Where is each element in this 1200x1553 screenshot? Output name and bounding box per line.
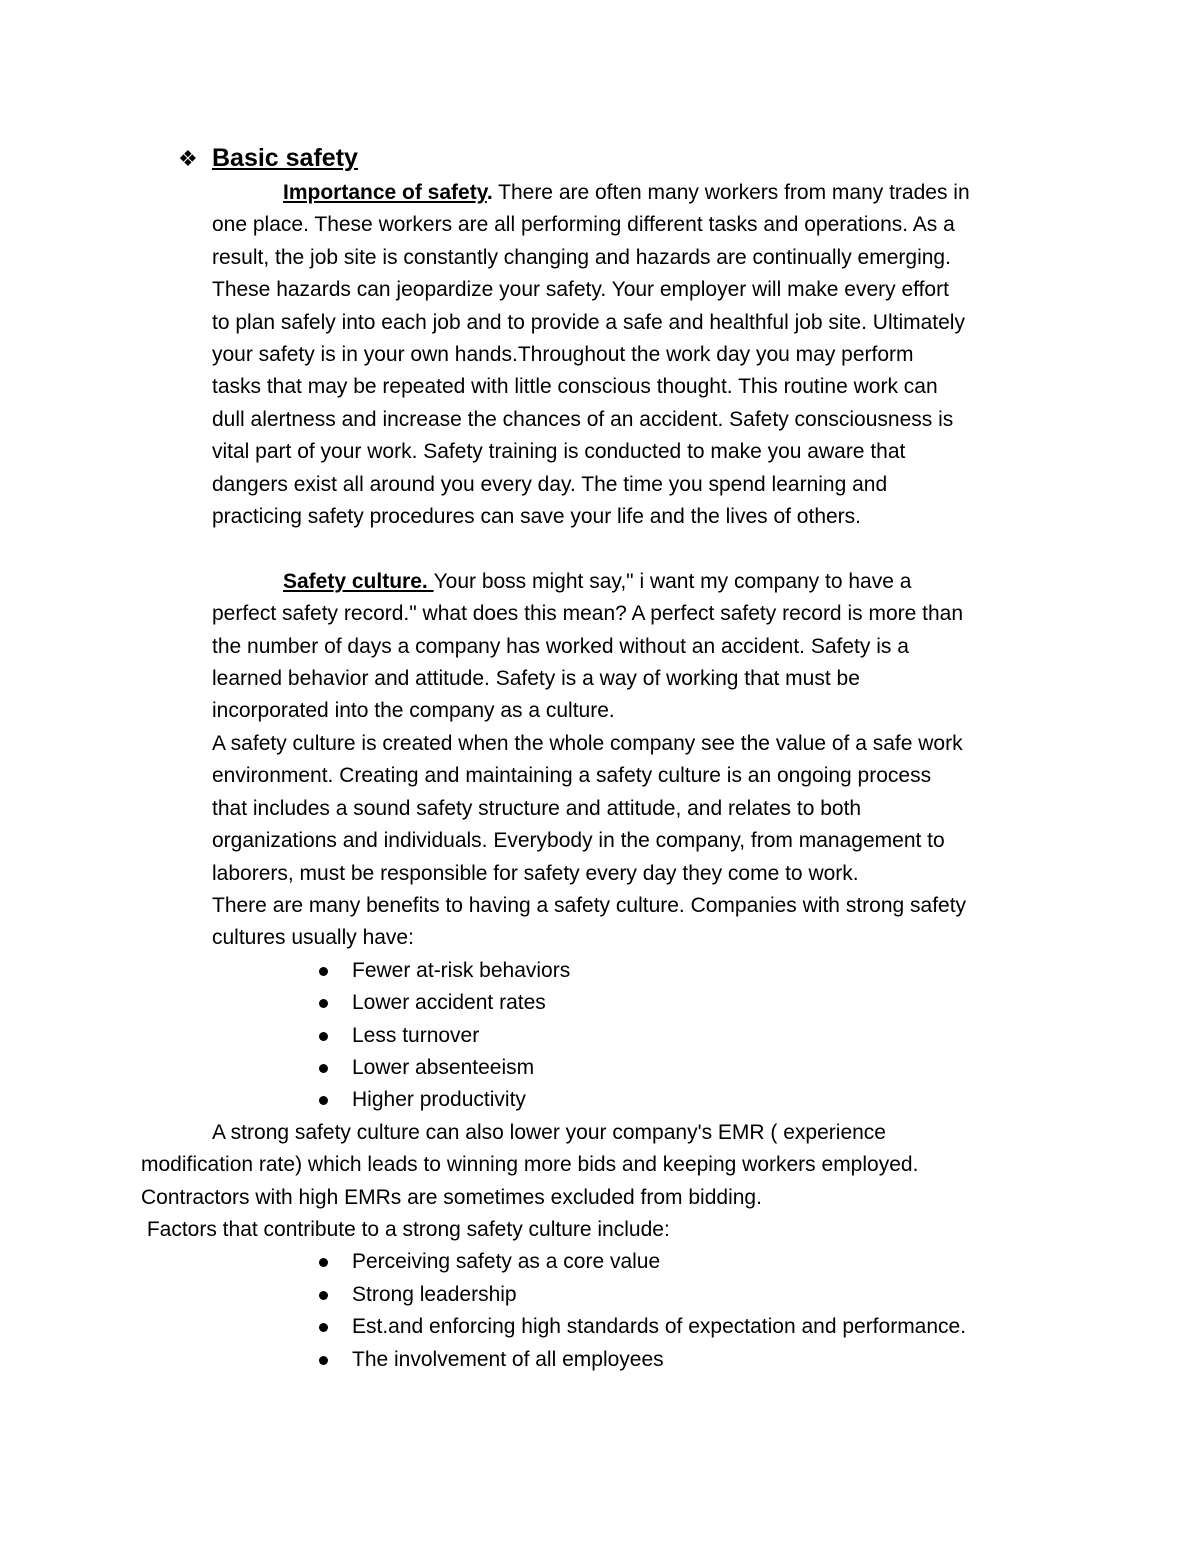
culture-line-2: the number of days a company has worked without an accident. Safety is a: [212, 634, 909, 658]
importance-line-7: dull alertness and increase the chances of an accident. Safety consciousness is: [212, 407, 954, 431]
emr-line-0: A strong safety culture can also lower your company's EMR ( experience: [212, 1120, 886, 1144]
bullet-dot-icon: [319, 999, 328, 1008]
culture-text-0: Your boss might say," i want my company to have a: [433, 569, 912, 593]
importance-line-0: [212, 177, 1082, 209]
list-item: [319, 1246, 1082, 1278]
importance-line-10: practicing safety procedures can save your life and the lives of others.: [212, 505, 862, 529]
importance-line-5: your safety is in your own hands.Throughout the work day you may perform: [212, 343, 914, 367]
list-item-text: Fewer at-risk behaviors: [352, 958, 571, 982]
culture-p3-line-1: cultures usually have:: [212, 926, 414, 950]
culture-line-1: perfect safety record." what does this mean? A perfect safety record is more than: [212, 602, 963, 626]
bullet-dot-icon: [319, 1032, 328, 1041]
list-item: [319, 1311, 1082, 1343]
list-item: [319, 1279, 1082, 1311]
bullet-dot-icon: [319, 1323, 328, 1332]
list-item-text: Less turnover: [352, 1023, 480, 1047]
list-item: [319, 1344, 1082, 1376]
list-item: [319, 1052, 1082, 1084]
importance-line-8: vital part of your work. Safety training is conducted to make you aware that: [212, 440, 906, 464]
culture-p3-line-0: There are many benefits to having a safety culture. Companies with strong safety: [212, 893, 967, 917]
bullet-dot-icon: [319, 1356, 328, 1365]
importance-line-1: one place. These workers are all performing different tasks and operations. As a: [212, 213, 955, 237]
culture-p2-line-3: organizations and individuals. Everybody in the company, from management to: [212, 829, 945, 853]
factors-list: [212, 1246, 1082, 1376]
list-item: [319, 1020, 1082, 1052]
importance-line-3: These hazards can jeopardize your safety. Your employer will make every effort: [212, 278, 949, 302]
list-item-text: Lower accident rates: [352, 991, 546, 1015]
bullet-dot-icon: [319, 1291, 328, 1300]
list-item: [319, 1084, 1082, 1116]
culture-paragraph: [212, 566, 1082, 728]
list-item: [319, 987, 1082, 1019]
importance-line-2: result, the job site is constantly changing and hazards are continually emerging.: [212, 245, 951, 269]
four-diamond-icon: ❖: [178, 146, 198, 171]
culture-paragraph-2: [212, 728, 1082, 890]
importance-line-4: to plan safely into each job and to provide a safe and healthful job site. Ultimately: [212, 310, 965, 334]
bullet-dot-icon: [319, 1258, 328, 1267]
list-item-text: The involvement of all employees: [352, 1347, 664, 1371]
culture-line-4: incorporated into the company as a culture.: [212, 699, 615, 723]
list-item-text: Perceiving safety as a core value: [352, 1250, 661, 1274]
culture-line-0: [212, 566, 1082, 598]
list-item-text: Higher productivity: [352, 1088, 526, 1112]
importance-text-0: There are often many workers from many trades in: [492, 181, 970, 204]
importance-line-6: tasks that may be repeated with little conscious thought. This routine work can: [212, 375, 938, 399]
importance-line-9: dangers exist all around you every day. The time you spend learning and: [212, 472, 888, 496]
benefits-list: [212, 955, 1082, 1117]
importance-paragraph: [212, 177, 1082, 533]
culture-p2-line-2: that includes a sound safety structure and attitude, and relates to both: [212, 796, 862, 820]
importance-label-punct: .: [486, 181, 493, 204]
emr-line-2: Contractors with high EMRs are sometimes excluded from bidding.: [141, 1185, 762, 1209]
bullet-dot-icon: [319, 967, 328, 976]
paragraph-gap: [212, 533, 1082, 565]
importance-label: Importance of safety: [283, 181, 487, 204]
culture-p2-line-4: laborers, must be responsible for safety every day they come to work.: [212, 861, 859, 885]
list-item-text: Lower absenteeism: [352, 1055, 535, 1079]
culture-label: Safety culture.: [283, 569, 434, 593]
section-body: [141, 177, 1082, 1376]
list-item: [319, 955, 1082, 987]
culture-line-3: learned behavior and attitude. Safety is a way of working that must be: [212, 667, 860, 691]
factors-intro: Factors that contribute to a strong safety culture include:: [141, 1217, 670, 1241]
emr-line-1: modification rate) which leads to winning more bids and keeping workers employed.: [141, 1153, 919, 1177]
culture-p2-line-0: A safety culture is created when the whole company see the value of a safe work: [212, 731, 963, 755]
bullet-dot-icon: [319, 1064, 328, 1073]
emr-paragraph: [141, 1117, 1082, 1247]
list-item-text: Est.and enforcing high standards of expectation and performance.: [352, 1315, 967, 1339]
culture-p2-line-1: environment. Creating and maintaining a safety culture is an ongoing process: [212, 764, 932, 788]
section-heading: [178, 140, 358, 177]
culture-paragraph-3: [212, 890, 1082, 955]
section-title: Basic safety: [212, 144, 358, 172]
bullet-dot-icon: [319, 1096, 328, 1105]
list-item-text: Strong leadership: [352, 1282, 517, 1306]
